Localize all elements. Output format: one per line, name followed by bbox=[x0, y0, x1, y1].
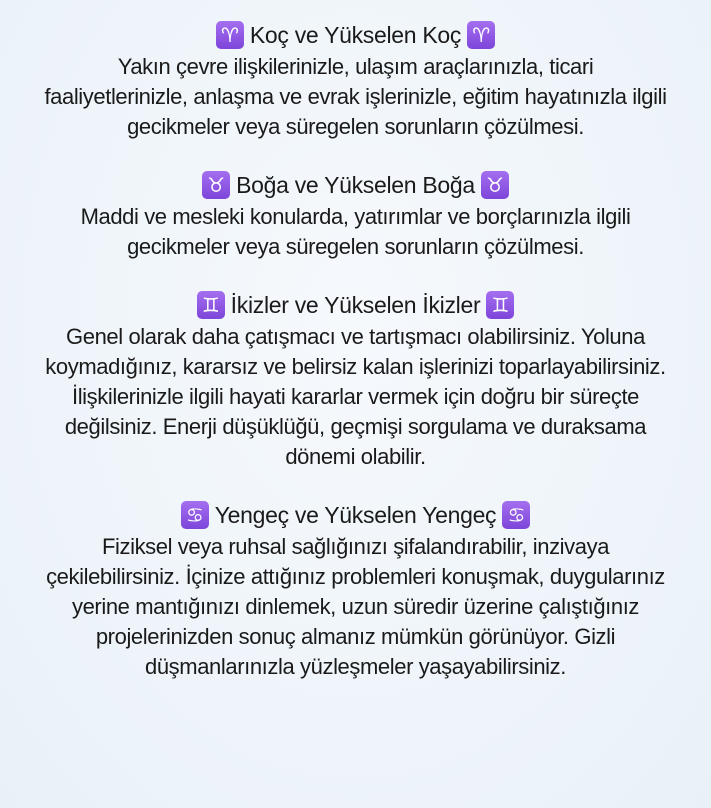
section-heading bbox=[0, 498, 711, 532]
section-body bbox=[0, 532, 711, 682]
body-line: İlişkilerinizle ilgili hayati kararlar vermek için doğru bir süreçte bbox=[71, 384, 639, 409]
section-title: İkizler ve Yükselen İkizler bbox=[230, 292, 481, 318]
section-gemini bbox=[0, 288, 711, 472]
cancer-icon: ♋ bbox=[181, 501, 209, 529]
gemini-icon: ♊ bbox=[197, 291, 225, 319]
section-cancer bbox=[0, 498, 711, 682]
aries-icon: ♈ bbox=[216, 21, 244, 49]
body-line: Yakın çevre ilişkilerinizle, ulaşım araçlarınızla, ticari bbox=[117, 54, 594, 79]
section-title: Yengeç ve Yükselen Yengeç bbox=[214, 502, 497, 528]
taurus-icon: ♉ bbox=[202, 171, 230, 199]
body-line: değilsiniz. Enerji düşüklüğü, geçmişi sorgulama ve duraksama bbox=[64, 414, 647, 439]
body-line: düşmanlarınızla yüzleşmeler yaşayabilirsiniz. bbox=[145, 654, 566, 679]
section-title: Boğa ve Yükselen Boğa bbox=[236, 172, 475, 198]
section-body bbox=[0, 322, 711, 472]
body-line: Genel olarak daha çatışmacı ve tartışmacı olabilirsiniz. Yoluna bbox=[66, 324, 645, 349]
section-body bbox=[0, 52, 711, 142]
section-heading bbox=[0, 168, 711, 202]
body-line: Fiziksel veya ruhsal sağlığınızı şifalandırabilir, inzivaya bbox=[101, 534, 610, 559]
body-line: çekilebilirsiniz. İçinize attığınız problemleri konuşmak, duygularınız bbox=[46, 564, 665, 589]
body-line: koymadığınız, kararsız ve belirsiz kalan işlerinizi toparlayabilirsiniz. bbox=[45, 354, 666, 379]
body-line: gecikmeler veya süregelen sorunların çözülmesi. bbox=[127, 234, 584, 259]
section-heading bbox=[0, 288, 711, 322]
body-line: Maddi ve mesleki konularda, yatırımlar ve borçlarınızla ilgili bbox=[80, 204, 631, 229]
section-body bbox=[0, 202, 711, 262]
section-title: Koç ve Yükselen Koç bbox=[249, 22, 462, 48]
body-line: faaliyetlerinizle, anlaşma ve evrak işlerinizle, eğitim hayatınızla ilgili bbox=[44, 84, 667, 109]
body-line: gecikmeler veya süregelen sorunların çözülmesi. bbox=[127, 114, 584, 139]
section-heading bbox=[0, 18, 711, 52]
cancer-icon: ♋ bbox=[502, 501, 530, 529]
taurus-icon: ♉ bbox=[481, 171, 509, 199]
body-line: projelerinizden sonuç almanız mümkün görünüyor. Gizli bbox=[95, 624, 616, 649]
aries-icon: ♈ bbox=[467, 21, 495, 49]
gemini-icon: ♊ bbox=[486, 291, 514, 319]
body-line: dönemi olabilir. bbox=[285, 444, 426, 469]
section-aries bbox=[0, 18, 711, 142]
section-taurus bbox=[0, 168, 711, 262]
body-line: yerine mantığınızı dinlemek, uzun süredir üzerine çalıştığınız bbox=[71, 594, 640, 619]
